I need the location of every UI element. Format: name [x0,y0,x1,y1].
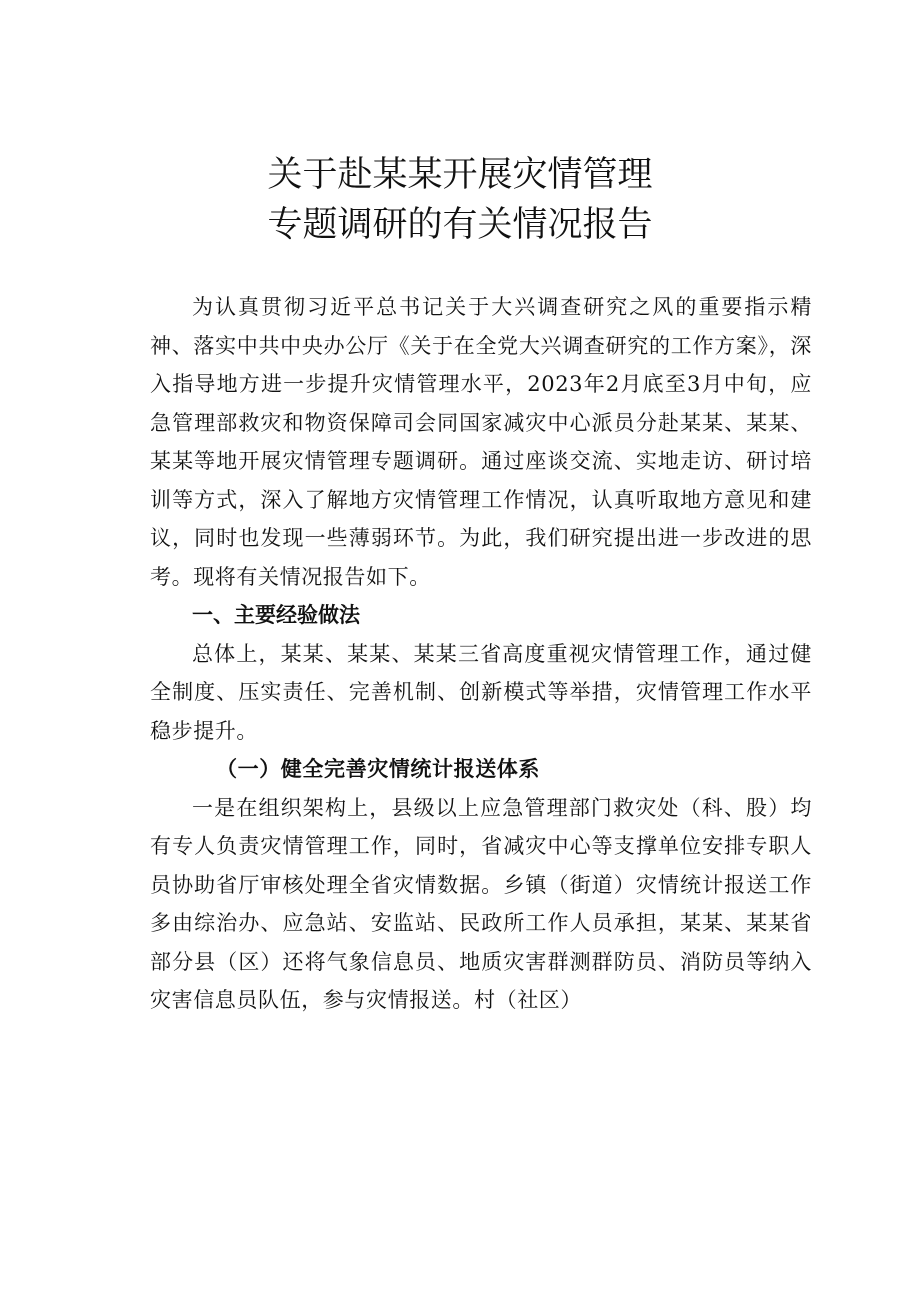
title-line-1: 关于赴某某开展灾情管理 [267,155,653,195]
document-title [100,150,820,250]
section-heading-1: 一、主要经验做法 [192,603,360,627]
intro-paragraph: 为认真贯彻习近平总书记关于大兴调查研究之风的重要指示精神、落实中共中央办公厅《关于在全党大兴调查研究的工作方案》，深入指导地方进一步提升灾情管理水平，2023年2月底至3月中旬，应急管理部救灾和物资保障司会同国家减灾中心派员分赴某某、某某、某某等地开展灾情管理专题调研。通过座谈交流、实地走访、研讨培训等方式，深入了解地方灾情管理工作情况，认真听取地方意见和建议，同时也发现一些薄弱环节。为此，我们研究提出进一步改进的思考。现将有关情况报告如下。 [150,295,812,589]
subsection-1-paragraph: 一是在组织架构上，县级以上应急管理部门救灾处（科、股）均有专人负责灾情管理工作，同时，省减灾中心等支撑单位安排专职人员协助省厅审核处理全省灾情数据。乡镇（街道）灾情统计报送工作多由综治办、应急站、安监站、民政所工作人员承担，某某、某某省部分县（区）还将气象信息员、地质灾害群测群防员、消防员等纳入灾害信息员队伍，参与灾情报送。村（社区） [150,795,812,1012]
title-line-2: 专题调研的有关情况报告 [267,205,653,245]
subsection-heading-1: （一）健全完善灾情统计报送体系 [216,756,540,781]
section-1-paragraph: 总体上，某某、某某、某某三省高度重视灾情管理工作，通过健全制度、压实责任、完善机制、创新模式等举措，灾情管理工作水平稳步提升。 [150,641,812,743]
document-body [150,288,812,1020]
